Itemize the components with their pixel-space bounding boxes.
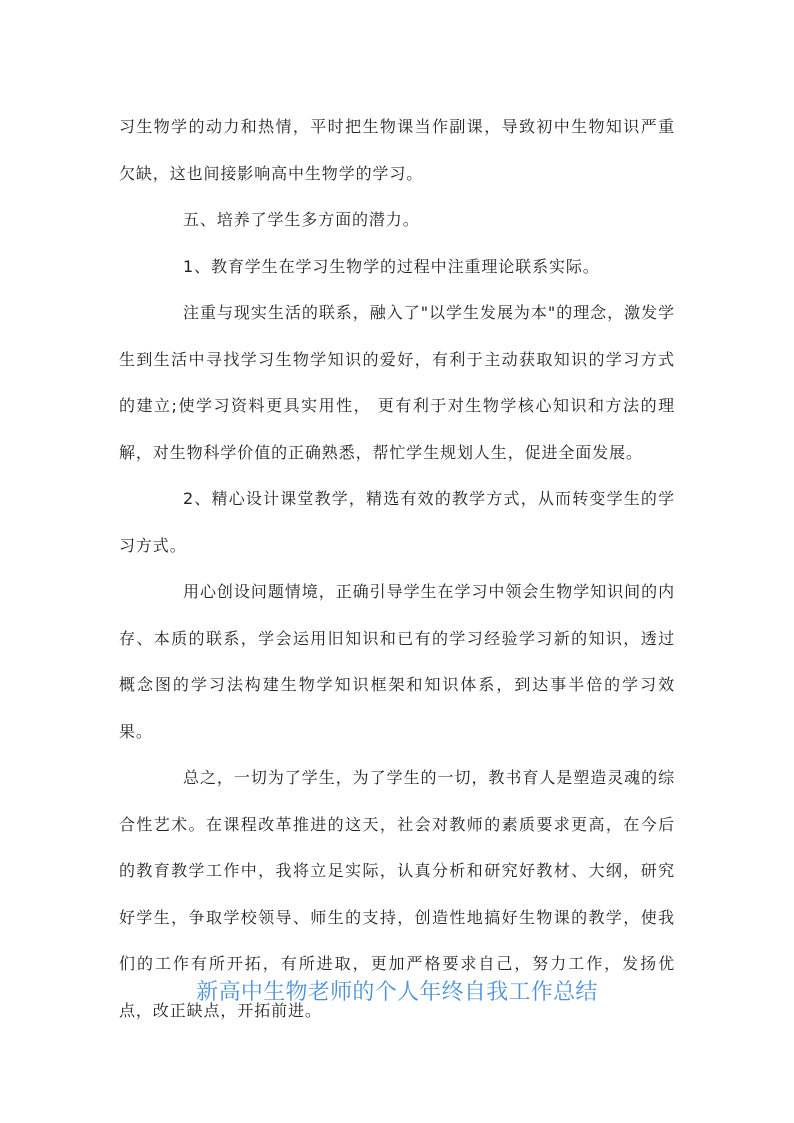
next-document-title: 新高中生物老师的个人年终自我工作总结 [196,980,598,1005]
subheading-two: 2、精心设计课堂教学，精选有效的教学方式，从而转变学生的学习方式。 [119,489,675,555]
subheading-one: 1、教育学生在学习生物学的过程中注重理论联系实际。 [183,256,600,276]
paragraph-real-life: 注重与现实生活的联系，融入了"以学生发展为本"的理念，激发学生到生活中寻找学习生物学知识的爱好，有利于主动获取知识的学习方式的建立;使学习资料更具实用性， 更有利于对生物学核心知识和方法的理解，对生物科学价值的正确熟悉，帮忙学生规划人生，促进全面发展。 [119,303,675,462]
paragraph-conclusion: 总之，一切为了学生，为了学生的一切，教书育人是塑造灵魂的综合性艺术。在课程改革推进的这天，社会对教师的素质要求更高，在今后的教育教学工作中，我将立足实际，认真分析和研究好教材、大纲，研究好学生，争取学校领导、师生的支持，创造性地搞好生物课的教学，使我们的工作有所开拓，有所进取，更加严格要求自己，努力工作，发扬优点，改正缺点，开拓前进。 [119,768,675,1020]
document-body [119,104,675,1034]
paragraph-problem-situation: 用心创设问题情境，正确引导学生在学习中领会生物学知识间的内存、本质的联系，学会运用旧知识和已有的学习经验学习新的知识，透过概念图的学习法构建生物学知识框架和知识体系，到达事半倍的学习效果。 [119,582,675,741]
section-heading-five: 五、培养了学生多方面的潜力。 [183,210,420,229]
paragraph-continuation: 习生物学的动力和热情，平时把生物课当作副课，导致初中生物知识严重欠缺，这也间接影响高中生物学的学习。 [119,117,675,183]
